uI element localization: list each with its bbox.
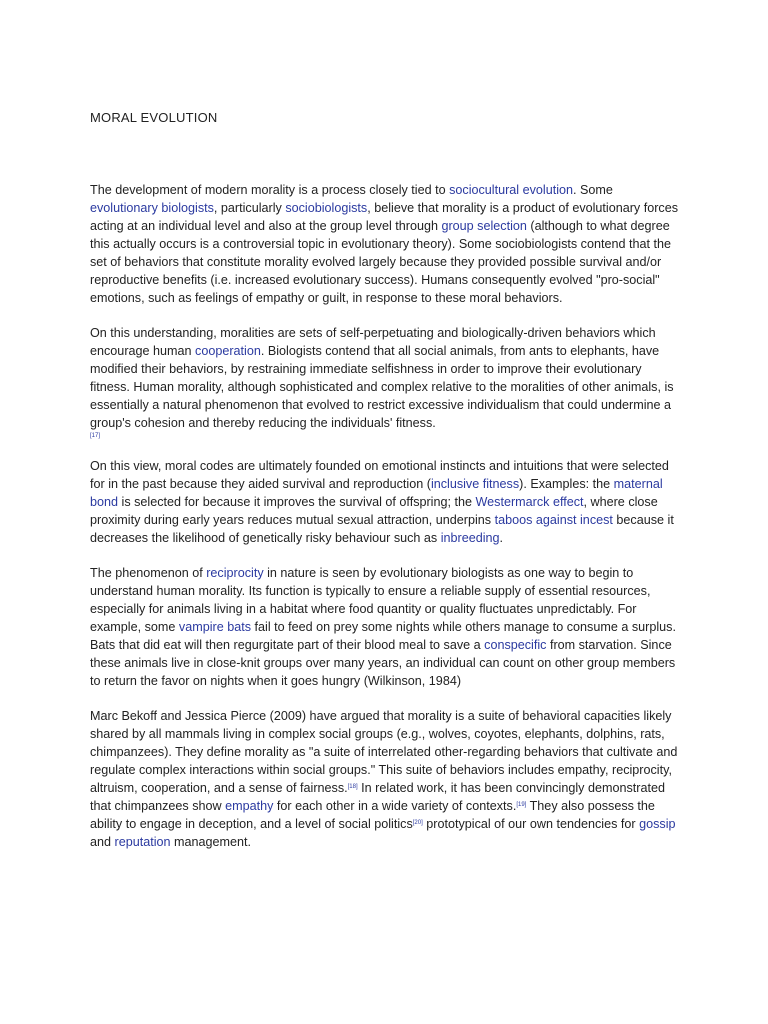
link-group-selection[interactable]: group selection [441,219,527,233]
text-span: , believe that morality is a product of evolutionary forces acting at an individual level and also at the group level through [90,201,679,233]
text-span: is selected for because it improves the survival of offspring; the [118,495,476,509]
citation-18[interactable]: [18] [347,784,358,790]
text-span: ). Examples: the [519,477,614,491]
link-evolutionary-biologists[interactable]: evolutionary biologists [90,201,214,215]
text-span: management. [170,835,252,849]
text-span: On this understanding, moralities are sets of self-perpetuating and biologically-driven behaviors which encourage human [90,326,656,358]
link-inbreeding[interactable]: inbreeding [440,531,500,545]
document-body [90,181,680,868]
text-span: , where close proximity during early years reduces mutual sexual attraction, underpins [90,495,658,527]
text-span: The development of modern morality is a process closely tied to [90,183,450,197]
text-span: in nature is seen by evolutionary biologists as one way to begin to understand human morality. Its function is typically to ensure a reliable supply of essential resources, especially for animals living in a habitat where food quantity or quality fluctuates unpredictably. For example, some [90,566,651,634]
text-span: . [499,531,504,545]
text-span: In related work, it has been convincingly demonstrated that chimpanzees show [90,781,665,813]
text-span: fail to feed on prey some nights while others manage to consume a surplus. Bats that did eat will then regurgitate part of their blood meal to save a [90,620,676,652]
text-span: prototypical of our own tendencies for [422,817,640,831]
link-gossip[interactable]: gossip [639,817,676,831]
citation-19[interactable]: [19] [516,802,527,808]
link-cooperation[interactable]: cooperation [195,344,261,358]
link-taboos-against-incest[interactable]: taboos against incest [494,513,613,527]
link-inclusive-fitness[interactable]: inclusive fitness [430,477,520,491]
citation-20[interactable]: [20] [412,820,423,826]
paragraph-5 [90,707,680,851]
text-span: for each other in a wide variety of contexts. [273,799,517,813]
paragraph-4 [90,564,680,690]
text-span: , particularly [213,201,286,215]
text-span: because it decreases the likelihood of genetically risky behaviour such as [90,513,674,545]
text-span: (although to what degree this actually occurs is a controversial topic in evolutionary theory). Some sociobiologists contend that the set of behaviors that constitute morality evolved largely because they provided possible survival and/or reproductive benefits (i.e. increased evolutionary success). Humans consequently evolved "pro-social" emotions, such as feelings of empathy or guilt, in response to these moral behaviors. [90,219,672,305]
link-sociobiologists[interactable]: sociobiologists [285,201,368,215]
text-span: On this view, moral codes are ultimately founded on emotional instincts and intuitions that were selected for in the past because they aided survival and reproduction ( [90,459,669,491]
document-title: MORAL EVOLUTION [90,110,218,125]
text-span: and [90,835,115,849]
link-westermarck-effect[interactable]: Westermarck effect [475,495,584,509]
link-reputation[interactable]: reputation [114,835,171,849]
text-span: from starvation. Since these animals live in close-knit groups over many years, an individual can count on other group members to return the favor on nights when it goes hungry (Wilkinson, 1984) [90,638,676,688]
text-span: . Some [573,183,613,197]
text-span: The phenomenon of [90,566,207,580]
link-sociocultural-evolution[interactable]: sociocultural evolution [449,183,574,197]
paragraph-3 [90,457,680,547]
link-conspecific[interactable]: conspecific [484,638,547,652]
link-vampire-bats[interactable]: vampire bats [178,620,252,634]
text-span: They also possess the ability to engage in deception, and a level of social politics [90,799,655,831]
link-empathy[interactable]: empathy [225,799,274,813]
link-reciprocity[interactable]: reciprocity [206,566,264,580]
text-span: Marc Bekoff and Jessica Pierce (2009) have argued that morality is a suite of behavioral capacities likely shared by all mammals living in complex social groups (e.g., wolves, coyotes, elephants, dolphins, rats, chimpanzees). They define morality as "a suite of interrelated other-regarding behaviors that cultivate and regulate complex interactions within social groups." This suite of behaviors includes empathy, reciprocity, altruism, cooperation, and a sense of fairness. [90,709,678,795]
citation-17[interactable]: [17] [90,433,101,439]
paragraph-2 [90,324,680,440]
paragraph-1 [90,181,680,307]
text-span: . Biologists contend that all social animals, from ants to elephants, have modified their behaviors, by restraining immediate selfishness in order to improve their evolutionary fitness. Human morality, although sophisticated and complex relative to the moralities of other animals, is essentially a natural phenomenon that evolved to restrict excessive individualism that could undermine a group's cohesion and thereby reducing the individuals' fitness. [90,344,674,430]
link-maternal-bond[interactable]: maternal bond [90,477,663,509]
